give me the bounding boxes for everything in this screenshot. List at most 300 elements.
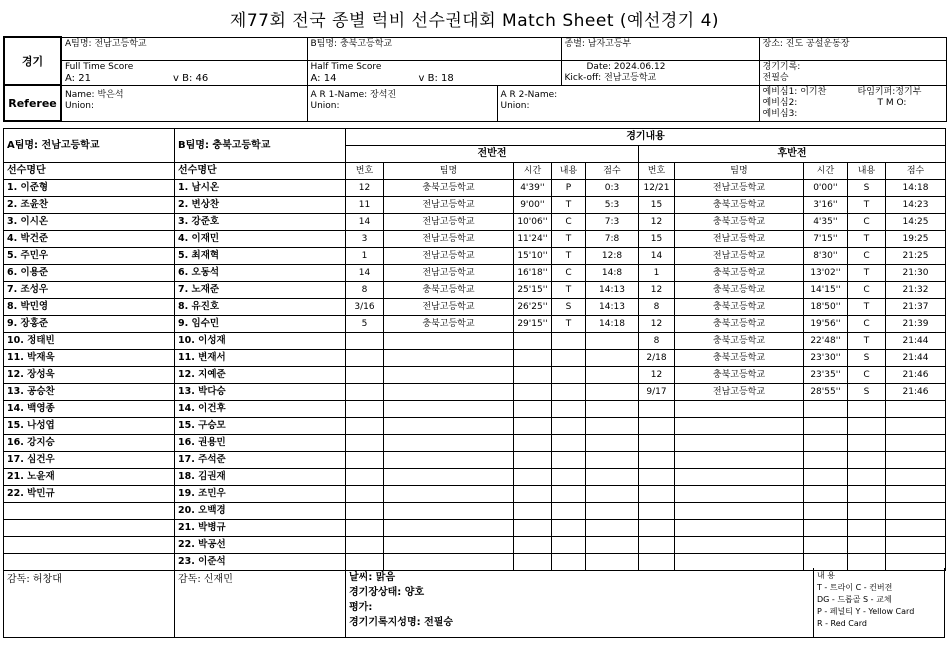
second-half-cell: T — [848, 231, 886, 248]
second-half-cell: 14:18 — [886, 180, 946, 197]
first-half-cell — [552, 486, 586, 503]
second-half-cell: 충북고등학교 — [675, 367, 804, 384]
player-b: 1. 남시온 — [175, 180, 346, 197]
first-half-cell: C — [552, 265, 586, 282]
kickoff: Kick-off: 전남고등학교 — [564, 72, 657, 83]
first-half-cell: T — [552, 316, 586, 333]
first-half-cell — [514, 452, 552, 469]
first-half-cell: 11 — [346, 197, 384, 214]
first-half-cell: 전남고등학교 — [384, 214, 514, 231]
second-half-cell: 0'00'' — [804, 180, 848, 197]
first-half-cell: C — [552, 214, 586, 231]
first-half-cell: 충북고등학교 — [384, 282, 514, 299]
second-half-cell — [675, 520, 804, 537]
table-row — [4, 299, 946, 316]
player-b: 11. 변재서 — [175, 350, 346, 367]
second-half-cell: S — [848, 180, 886, 197]
first-half-cell — [514, 486, 552, 503]
first-half-cell — [514, 435, 552, 452]
player-b: 10. 이성재 — [175, 333, 346, 350]
first-half-cell — [514, 350, 552, 367]
first-half-cell — [586, 367, 639, 384]
second-half-cell — [675, 401, 804, 418]
first-half-cell — [384, 350, 514, 367]
coach-b: 감독: 신재민 — [175, 568, 346, 638]
column-header-time: 시간 — [514, 163, 552, 180]
first-half-cell — [384, 537, 514, 554]
player-b: 23. 이준석 — [175, 554, 346, 571]
match-info-table — [3, 36, 947, 122]
legend-item: T - 트라이 C - 컨버젼 — [817, 583, 893, 592]
first-half-cell: 전남고등학교 — [384, 299, 514, 316]
table-row — [4, 350, 946, 367]
player-b: 15. 구승모 — [175, 418, 346, 435]
second-half-cell — [848, 435, 886, 452]
second-half-cell — [848, 503, 886, 520]
ar2-union: Union: — [500, 100, 530, 111]
second-half-cell: T — [848, 333, 886, 350]
second-half-cell: T — [848, 265, 886, 282]
player-b: 12. 지예준 — [175, 367, 346, 384]
player-b: 19. 조민우 — [175, 486, 346, 503]
player-b: 17. 주석준 — [175, 452, 346, 469]
referee-label: Referee — [4, 85, 61, 121]
first-half-cell: 전남고등학교 — [384, 248, 514, 265]
second-half-cell: 1 — [639, 265, 675, 282]
first-half-cell — [384, 503, 514, 520]
second-half-cell: C — [848, 367, 886, 384]
player-a — [4, 503, 175, 520]
second-half-cell — [639, 503, 675, 520]
first-half-cell — [384, 486, 514, 503]
record-value: 전필승 — [762, 72, 789, 83]
table-row — [4, 367, 946, 384]
second-half-cell: 4'35'' — [804, 214, 848, 231]
timekeeper: 타임키퍼:정기부 — [857, 86, 922, 97]
table-row — [4, 537, 946, 554]
second-half-cell — [639, 418, 675, 435]
ar1-name: A R 1-Name: 장석진 — [310, 89, 397, 100]
first-half-cell — [514, 537, 552, 554]
player-b: 6. 오동석 — [175, 265, 346, 282]
second-half-cell: 2/18 — [639, 350, 675, 367]
player-b: 13. 박다승 — [175, 384, 346, 401]
second-half-cell: 8'30'' — [804, 248, 848, 265]
first-half-cell: S — [552, 299, 586, 316]
table-row — [4, 248, 946, 265]
second-half-cell: 21:25 — [886, 248, 946, 265]
team-b-name: B팀명: 충북고등학교 — [307, 37, 561, 60]
first-half-cell — [552, 333, 586, 350]
first-half-cell: 3 — [346, 231, 384, 248]
first-half-cell: 충북고등학교 — [384, 316, 514, 333]
first-half-cell — [384, 435, 514, 452]
first-half-cell — [384, 401, 514, 418]
second-half-cell — [804, 520, 848, 537]
first-half-cell — [384, 418, 514, 435]
second-half-cell — [886, 469, 946, 486]
first-half-cell — [586, 350, 639, 367]
legend — [814, 568, 946, 638]
second-half-cell: 21:46 — [886, 367, 946, 384]
second-half-cell: C — [848, 248, 886, 265]
date-kickoff — [561, 60, 759, 85]
column-header-time: 시간 — [804, 163, 848, 180]
first-half-cell — [346, 503, 384, 520]
second-half-cell — [848, 452, 886, 469]
column-header-team: 팀명 — [675, 163, 804, 180]
second-half-cell: 12 — [639, 214, 675, 231]
second-half-cell — [848, 469, 886, 486]
halftime-a: A: 14 — [310, 72, 337, 84]
second-half-cell — [675, 435, 804, 452]
player-a: 15. 나성엽 — [4, 418, 175, 435]
player-a: 22. 박민규 — [4, 486, 175, 503]
second-half-cell: 8 — [639, 299, 675, 316]
footer — [3, 568, 945, 638]
category: 종별: 남자고등부 — [561, 37, 759, 60]
first-half-cell — [586, 333, 639, 350]
second-half-cell: 3'16'' — [804, 197, 848, 214]
table-row — [4, 520, 946, 537]
first-half-cell — [514, 367, 552, 384]
referee-union: Union: — [65, 100, 95, 111]
second-half-cell — [804, 503, 848, 520]
second-half-cell — [804, 435, 848, 452]
player-a — [4, 520, 175, 537]
first-half-cell: 16'18'' — [514, 265, 552, 282]
player-a: 8. 박민영 — [4, 299, 175, 316]
second-half-cell: 전남고등학교 — [675, 384, 804, 401]
second-half-cell: 8 — [639, 333, 675, 350]
player-a: 9. 장홍준 — [4, 316, 175, 333]
second-half-cell: 23'30'' — [804, 350, 848, 367]
second-half-cell: 15 — [639, 231, 675, 248]
table-row — [4, 197, 946, 214]
second-half-cell: 전남고등학교 — [675, 231, 804, 248]
ar1 — [307, 85, 497, 121]
ar1-union: Union: — [310, 100, 340, 111]
column-header-score: 점수 — [586, 163, 639, 180]
legend-item: P - 페널티 Y - Yellow Card — [817, 607, 915, 616]
field-condition: 경기장상태: 양호 — [349, 587, 425, 598]
evaluation: 평가: — [349, 602, 373, 613]
second-half-cell — [639, 520, 675, 537]
first-half-cell — [586, 503, 639, 520]
legend-item: DG - 드롭골 S - 교체 — [817, 595, 892, 604]
player-a: 17. 심건우 — [4, 452, 175, 469]
first-half-cell: T — [552, 248, 586, 265]
second-half-cell — [848, 520, 886, 537]
first-half-cell — [514, 469, 552, 486]
second-half-header: 후반전 — [639, 146, 946, 163]
fulltime-b: v B: 46 — [173, 72, 209, 84]
first-half-cell: 전남고등학교 — [384, 197, 514, 214]
weather: 날씨: 맑음 — [349, 572, 396, 583]
second-half-cell — [848, 401, 886, 418]
first-half-cell — [346, 435, 384, 452]
first-half-cell: T — [552, 231, 586, 248]
second-half-cell: 12 — [639, 282, 675, 299]
first-half-cell: 5:3 — [586, 197, 639, 214]
player-a: 12. 장성욱 — [4, 367, 175, 384]
first-half-cell — [552, 452, 586, 469]
first-half-cell: 전남고등학교 — [384, 231, 514, 248]
second-half-cell: 충북고등학교 — [675, 214, 804, 231]
first-half-cell — [586, 537, 639, 554]
first-half-cell — [346, 367, 384, 384]
first-half-cell: 14:13 — [586, 282, 639, 299]
first-half-cell — [514, 503, 552, 520]
second-half-cell: 14 — [639, 248, 675, 265]
second-half-cell: 21:30 — [886, 265, 946, 282]
second-half-cell: 7'15'' — [804, 231, 848, 248]
second-half-cell: 전남고등학교 — [675, 248, 804, 265]
player-list-header: 선수명단 — [175, 163, 346, 180]
first-half-cell — [514, 333, 552, 350]
second-half-cell — [804, 486, 848, 503]
player-b: 9. 임수민 — [175, 316, 346, 333]
team-b-header: B팀명: 충북고등학교 — [175, 129, 346, 163]
first-half-cell: 15'10'' — [514, 248, 552, 265]
first-half-cell: 0:3 — [586, 180, 639, 197]
second-half-cell: 12 — [639, 316, 675, 333]
player-list-header: 선수명단 — [4, 163, 175, 180]
second-half-cell: 14:25 — [886, 214, 946, 231]
record — [759, 60, 946, 85]
first-half-cell — [514, 520, 552, 537]
first-half-cell — [384, 520, 514, 537]
player-a: 21. 노윤재 — [4, 469, 175, 486]
column-header-row — [4, 163, 946, 180]
date: Date: 2024.06.12 — [586, 61, 666, 72]
second-half-cell: 충북고등학교 — [675, 299, 804, 316]
first-half-cell: T — [552, 197, 586, 214]
second-half-cell: 21:39 — [886, 316, 946, 333]
player-a: 14. 백영종 — [4, 401, 175, 418]
page-title: 제77회 전국 종별 럭비 선수권대회 Match Sheet (예선경기 4) — [229, 11, 720, 31]
second-half-cell: 충북고등학교 — [675, 265, 804, 282]
second-half-cell — [675, 486, 804, 503]
player-a: 2. 조윤찬 — [4, 197, 175, 214]
second-half-cell: 충북고등학교 — [675, 333, 804, 350]
second-half-cell — [675, 503, 804, 520]
second-half-cell — [804, 418, 848, 435]
second-half-cell — [886, 503, 946, 520]
table-row — [4, 180, 946, 197]
table-row — [4, 282, 946, 299]
second-half-cell — [886, 520, 946, 537]
first-half-cell — [552, 350, 586, 367]
second-half-cell: 충북고등학교 — [675, 316, 804, 333]
second-half-cell — [804, 401, 848, 418]
first-half-cell: T — [552, 282, 586, 299]
first-half-cell: 1 — [346, 248, 384, 265]
referee-name-text: Name: 박은석 — [65, 89, 124, 100]
reserve3: 예비심3: — [762, 108, 798, 119]
first-half-cell: 4'39'' — [514, 180, 552, 197]
match-conditions — [346, 568, 814, 638]
first-half-cell — [346, 384, 384, 401]
header-row — [4, 129, 946, 146]
first-half-cell — [346, 333, 384, 350]
second-half-cell: 충북고등학교 — [675, 350, 804, 367]
table-row — [4, 435, 946, 452]
first-half-cell — [346, 469, 384, 486]
first-half-cell — [552, 418, 586, 435]
second-half-cell: 21:46 — [886, 384, 946, 401]
second-half-cell — [675, 452, 804, 469]
second-half-cell — [639, 452, 675, 469]
first-half-cell: 9'00'' — [514, 197, 552, 214]
first-half-cell — [552, 384, 586, 401]
second-half-cell — [886, 401, 946, 418]
fulltime-a: A: 21 — [65, 72, 91, 84]
legend-title: 내 용 — [817, 571, 835, 580]
player-b: 22. 박공선 — [175, 537, 346, 554]
halftime-score — [307, 60, 561, 85]
second-half-cell: 18'50'' — [804, 299, 848, 316]
player-a: 3. 이시온 — [4, 214, 175, 231]
first-half-cell: 26'25'' — [514, 299, 552, 316]
player-b: 5. 최재혁 — [175, 248, 346, 265]
second-half-cell: 21:37 — [886, 299, 946, 316]
first-half-cell — [346, 418, 384, 435]
second-half-cell: T — [848, 197, 886, 214]
first-half-cell: 7:8 — [586, 231, 639, 248]
first-half-cell — [384, 469, 514, 486]
second-half-cell — [675, 469, 804, 486]
first-half-cell — [552, 537, 586, 554]
second-half-cell: 12/21 — [639, 180, 675, 197]
player-b: 7. 노재준 — [175, 282, 346, 299]
reserve-officials — [759, 85, 946, 121]
second-half-cell — [804, 452, 848, 469]
first-half-cell: 7:3 — [586, 214, 639, 231]
table-row — [4, 333, 946, 350]
player-b: 2. 변상찬 — [175, 197, 346, 214]
first-half-cell — [384, 333, 514, 350]
first-half-cell — [586, 401, 639, 418]
second-half-cell — [886, 452, 946, 469]
second-half-cell: 21:32 — [886, 282, 946, 299]
player-a — [4, 537, 175, 554]
team-a-header: A팀명: 전남고등학교 — [4, 129, 175, 163]
first-half-cell — [346, 537, 384, 554]
first-half-cell — [586, 452, 639, 469]
second-half-cell — [639, 469, 675, 486]
second-half-cell: S — [848, 350, 886, 367]
first-half-cell: 12:8 — [586, 248, 639, 265]
player-a: 6. 이용준 — [4, 265, 175, 282]
second-half-cell — [848, 537, 886, 554]
first-half-cell: 14 — [346, 265, 384, 282]
table-row — [4, 469, 946, 486]
first-half-cell — [384, 384, 514, 401]
first-half-cell: 14:18 — [586, 316, 639, 333]
second-half-cell — [886, 435, 946, 452]
player-b: 18. 김권재 — [175, 469, 346, 486]
second-half-cell: 전남고등학교 — [675, 180, 804, 197]
first-half-cell — [384, 367, 514, 384]
second-half-cell: 23'35'' — [804, 367, 848, 384]
ar2-name: A R 2-Name: — [500, 89, 558, 100]
second-half-cell — [848, 486, 886, 503]
venue: 장소: 진도 공설운동장 — [759, 37, 946, 60]
first-half-cell: 11'24'' — [514, 231, 552, 248]
ar2 — [497, 85, 759, 121]
first-half-cell — [552, 503, 586, 520]
match-content-header: 경기내용 — [346, 129, 946, 146]
column-header-num: 번호 — [346, 163, 384, 180]
second-half-cell — [639, 486, 675, 503]
table-row — [4, 384, 946, 401]
first-half-cell — [586, 435, 639, 452]
second-half-cell: C — [848, 316, 886, 333]
second-half-cell — [675, 418, 804, 435]
second-half-cell: 19:25 — [886, 231, 946, 248]
record-label: 경기기록: — [762, 61, 801, 72]
second-half-cell — [675, 537, 804, 554]
second-half-cell — [886, 537, 946, 554]
first-half-cell — [552, 435, 586, 452]
first-half-cell — [514, 418, 552, 435]
first-half-cell: 29'15'' — [514, 316, 552, 333]
second-half-cell: C — [848, 214, 886, 231]
second-half-cell: 19'56'' — [804, 316, 848, 333]
second-half-cell: 12 — [639, 367, 675, 384]
first-half-cell — [552, 367, 586, 384]
player-b: 21. 박병규 — [175, 520, 346, 537]
table-row — [4, 452, 946, 469]
player-a: 10. 정태빈 — [4, 333, 175, 350]
second-half-cell: 9/17 — [639, 384, 675, 401]
first-half-cell: 12 — [346, 180, 384, 197]
second-half-cell: T — [848, 299, 886, 316]
first-half-cell — [586, 418, 639, 435]
second-half-cell: 14:23 — [886, 197, 946, 214]
record-writer: 경기기록지성명: 전필승 — [349, 617, 454, 628]
second-half-cell: S — [848, 384, 886, 401]
tmo: T M O: — [877, 97, 907, 108]
player-a: 16. 강지승 — [4, 435, 175, 452]
first-half-cell: 5 — [346, 316, 384, 333]
player-b: 4. 이재민 — [175, 231, 346, 248]
column-header-num: 번호 — [639, 163, 675, 180]
column-header-score: 점수 — [886, 163, 946, 180]
first-half-cell: 14 — [346, 214, 384, 231]
second-half-cell: 14'15'' — [804, 282, 848, 299]
first-half-cell — [346, 452, 384, 469]
first-half-cell: P — [552, 180, 586, 197]
first-half-cell — [552, 520, 586, 537]
second-half-cell — [804, 537, 848, 554]
table-row — [4, 503, 946, 520]
first-half-cell: 25'15'' — [514, 282, 552, 299]
first-half-cell: 충북고등학교 — [384, 180, 514, 197]
player-b: 20. 오백경 — [175, 503, 346, 520]
column-header-team: 팀명 — [384, 163, 514, 180]
player-a: 1. 이준형 — [4, 180, 175, 197]
first-half-cell: 14:8 — [586, 265, 639, 282]
column-header-type: 내용 — [848, 163, 886, 180]
second-half-cell: 충북고등학교 — [675, 282, 804, 299]
second-half-cell — [886, 418, 946, 435]
table-row — [4, 486, 946, 503]
reserve1: 예비심1: 이기찬 — [762, 86, 827, 97]
second-half-cell: 21:44 — [886, 333, 946, 350]
halftime-label: Half Time Score — [310, 61, 382, 72]
